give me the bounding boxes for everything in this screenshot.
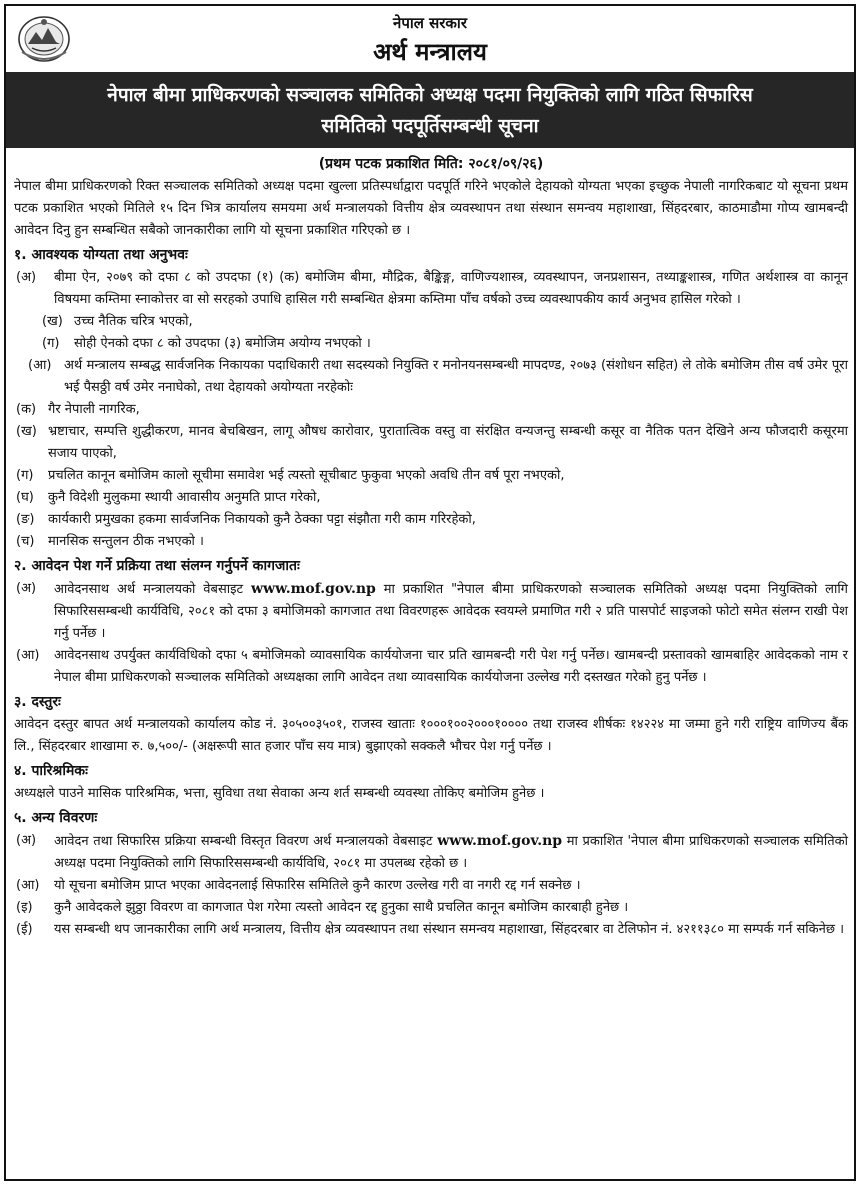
- item-marker: (ग): [16, 468, 34, 483]
- notice-title-line2: समितिको पदपूर्तिसम्बन्धी सूचना: [321, 115, 539, 137]
- item-text: उच्च नैतिक चरित्र भएको,: [74, 314, 193, 329]
- item-marker: (अ): [16, 833, 37, 848]
- item-text: कार्यकारी प्रमुखका हकमा सार्वजनिक निकायको कुनै ठेक्का पट्टा संझौता गरी काम गरिरहेको,: [48, 512, 476, 527]
- notice-title-line1: नेपाल बीमा प्राधिकरणको सञ्चालक समितिको अध्यक्ष पदमा नियुक्तिको लागि गठित सिफारिस: [107, 84, 753, 106]
- item-marker: (आ): [16, 648, 40, 663]
- item-marker: (अ): [16, 581, 37, 596]
- item-text: कुनै आवेदकले झुठ्ठा विवरण वा कागजात पेश गरेमा त्यस्तो आवेदन रद्द हुनुका साथै प्रचलित कानून बमोजिम कारबाही हुनेछ ।: [54, 900, 629, 915]
- list-item: [14, 333, 848, 355]
- item-text-post: मा प्रकाशित 'नेपाल बीमा प्राधिकरणको सञ्चालक समितिको अध्यक्ष पदमा नियुक्तिको लागि सिफारिससम्बन्धी कार्यविधि, २०८१ मा उपलब्ध रहेको छ ।: [54, 834, 848, 871]
- ministry-name: अर्थ मन्त्रालय: [373, 38, 487, 66]
- list-item: [14, 487, 848, 509]
- item-marker: (घ): [16, 490, 34, 505]
- list-item: [14, 311, 848, 333]
- list-item: [14, 875, 848, 897]
- fee-paragraph: आवेदन दस्तुर बापत अर्थ मन्त्रालयको कार्यालय कोड नं. ३०५००३५०१, राजस्व खाताः १०००१००२०००१०००० तथा राजस्व शीर्षकः १४२२४ मा जम्मा हुने गरी राष्ट्रिय वाणिज्य बैंक लि., सिंहदरबार शाखामा रु. ७,५००/- (अक्षरूपी सात हजार पाँच सय मात्र) बुझाएको सक्कलै भौचर पेश गर्नु पर्नेछ ।: [14, 717, 848, 754]
- item-text-pre: आवेदन तथा सिफारिस प्रक्रिया सम्बन्धी विस्तृत विवरण अर्थ मन्त्रालयको वेबसाइट: [54, 834, 438, 849]
- section-heading-other-details: ५. अन्य विवरणः: [14, 810, 98, 826]
- list-item: [14, 830, 848, 875]
- item-text: बीमा ऐन, २०७९ को दफा ८ को उपदफा (१) (क) बमोजिम बीमा, मौद्रिक, बैङ्किङ्ग, वाणिज्यशास्त्र, व्यवस्थापन, जनप्रशासन, तथ्याङ्कशास्त्र, गणित अर्थशास्त्र वा कानून विषयमा कम्तिमा स्नाकोत्तर वा सो सरहको उपाधि हासिल गरी सम्बन्धित क्षेत्रमा कम्तिमा पाँच वर्षको उच्च व्यवस्थापकीय कार्य अनुभव हासिल गरेको ।: [54, 270, 848, 307]
- item-marker: (आ): [16, 878, 40, 893]
- section-heading-remuneration: ४. पारिश्रमिकः: [14, 763, 88, 779]
- item-text: मानसिक सन्तुलन ठीक नभएको ।: [48, 534, 204, 549]
- notice-title-banner: [6, 72, 854, 148]
- list-item: [14, 465, 848, 487]
- website-link[interactable]: www.mof.gov.np: [437, 833, 563, 849]
- item-text: आवेदनसाथ उपर्युक्त कार्यविधिको दफा ५ बमोजिमको व्यावसायिक कार्ययोजना चार प्रति खामबन्दी गरी पेश गर्नु पर्नेछ। खामबन्दी प्रस्तावको खामबाहिर आवेदकको नाम र नेपाल बीमा प्राधिकरणको सञ्चालक समितिको अध्यक्षका लागि आवेदन तथा व्यावसायिक कार्ययोजना उल्लेख गरी दस्तखत गरेको हुनु पर्नेछ ।: [54, 648, 848, 685]
- item-text: यस सम्बन्धी थप जानकारीका लागि अर्थ मन्त्रालय, वित्तीय क्षेत्र व्यवस्थापन तथा संस्थान समन्वय महाशाखा, सिंहदरबार वा टेलिफोन नं. ४२११३८० मा सम्पर्क गर्न सकिनेछ ।: [54, 922, 844, 937]
- item-text: गैर नेपाली नागरिक,: [48, 402, 140, 417]
- item-text: अर्थ मन्त्रालय सम्बद्ध सार्वजनिक निकायका पदाधिकारी तथा सदस्यको नियुक्ति र मनोनयनसम्बन्धी मापदण्ड, २०७३ (संशोधन सहित) ले तोके बमोजिम तीस वर्ष उमेर पूरा भई पैसठ्ठी वर्ष उमेर ननाघेको, तथा देहायको अयोग्यता नरहेकोः: [64, 358, 848, 395]
- item-marker: (इ): [16, 900, 33, 915]
- list-item: [14, 399, 848, 421]
- item-text: कुनै विदेशी मुलुकमा स्थायी आवासीय अनुमति प्राप्त गरेको,: [48, 490, 321, 505]
- item-marker: (ङ): [16, 512, 35, 527]
- section-heading-qualifications: १. आवश्यक योग्यता तथा अनुभवः: [14, 247, 188, 263]
- list-item: [14, 897, 848, 919]
- item-marker: (अ): [16, 270, 37, 285]
- government-name: नेपाल सरकार: [393, 14, 467, 32]
- section-heading-fee: ३. दस्तुरः: [14, 694, 61, 710]
- item-text-pre: आवेदनसाथ अर्थ मन्त्रालयको वेबसाइट: [54, 582, 251, 597]
- item-marker: (च): [16, 534, 35, 549]
- notice-body: [6, 152, 854, 941]
- item-text: [54, 830, 848, 875]
- item-text: भ्रष्टाचार, सम्पत्ति शुद्धीकरण, मानव बेचबिखन, लागू औषध कारोवार, पुरातात्विक वस्तु वा संरक्षित वन्यजन्तु सम्बन्धी कसूर वा नैतिक पतन देखिने अन्य फौजदारी कसूरमा सजाय पाएको,: [48, 424, 848, 461]
- website-link[interactable]: www.mof.gov.np: [250, 581, 376, 597]
- notice-page: [4, 4, 856, 1181]
- list-item: [14, 267, 848, 311]
- item-text: सोही ऐनको दफा ८ को उपदफा (३) बमोजिम अयोग्य नभएको ।: [74, 336, 371, 351]
- publication-date: (प्रथम पटक प्रकाशित मिति: २०८१/०९/२६): [318, 156, 544, 172]
- item-text: प्रचलित कानून बमोजिम कालो सूचीमा समावेश भई त्यस्तो सूचीबाट फुकुवा भएको अवधि तीन वर्ष पूरा नभएको,: [48, 468, 565, 483]
- item-marker: (ग): [42, 336, 60, 351]
- list-item: [14, 509, 848, 531]
- item-text-post: मा प्रकाशित "नेपाल बीमा प्राधिकरणको सञ्चालक समितिको अध्यक्ष पदमा नियुक्तिको लागि सिफारिससम्बन्धी कार्यविधि, २०८१ को दफा ३ बमोजिमको कागजात तथा विवरणहरू आवेदक स्वयम्ले प्रमाणित गरी २ प्रति पासपोर्ट साइजको फोटो समेत संलग्न राखी पेश गर्नु पर्नेछ ।: [54, 582, 848, 641]
- list-item: [14, 578, 848, 645]
- item-marker: (आ): [28, 358, 52, 373]
- notice-header: [6, 6, 854, 72]
- list-item: [14, 645, 848, 689]
- list-item: [14, 355, 848, 399]
- item-marker: (ई): [16, 922, 33, 937]
- item-text: यो सूचना बमोजिम प्राप्त भएका आवेदनलाई सिफारिस समितिले कुनै कारण उल्लेख गरी वा नगरी रद्द गर्न सक्नेछ ।: [54, 878, 581, 893]
- item-marker: (ख): [16, 424, 37, 439]
- item-text: [54, 578, 848, 645]
- item-marker: (ख): [42, 314, 63, 329]
- nepal-emblem-icon: [16, 12, 72, 64]
- item-marker: (क): [16, 402, 37, 417]
- intro-paragraph: नेपाल बीमा प्राधिकरणको रिक्त सञ्चालक समितिको अध्यक्ष पदमा खुल्ला प्रतिस्पर्धाद्वारा पदपूर्ति गरिने भएकोले देहायको योग्यता भएका इच्छुक नेपाली नागरिकबाट यो सूचना प्रथम पटक प्रकाशित भएको मितिले १५ दिन भित्र कार्यालय समयमा अर्थ मन्त्रालयको वित्तीय क्षेत्र व्यवस्थापन तथा संस्थान समन्वय महाशाखा, सिंहदरबार, काठमाडौमा गोप्य खामबन्दी आवेदन दिनु हुन सम्बन्धित सबैको जानकारीका लागि यो सूचना प्रकाशित गरिएको छ ।: [14, 179, 848, 238]
- section-heading-application-process: २. आवेदन पेश गर्ने प्रक्रिया तथा संलग्न गर्नुपर्ने कागजातः: [14, 558, 300, 574]
- list-item: [14, 919, 848, 941]
- list-item: [14, 531, 848, 553]
- remuneration-paragraph: अध्यक्षले पाउने मासिक पारिश्रमिक, भत्ता, सुविधा तथा सेवाका अन्य शर्त सम्बन्धी व्यवस्था तोकिए बमोजिम हुनेछ ।: [14, 786, 545, 801]
- list-item: [14, 421, 848, 465]
